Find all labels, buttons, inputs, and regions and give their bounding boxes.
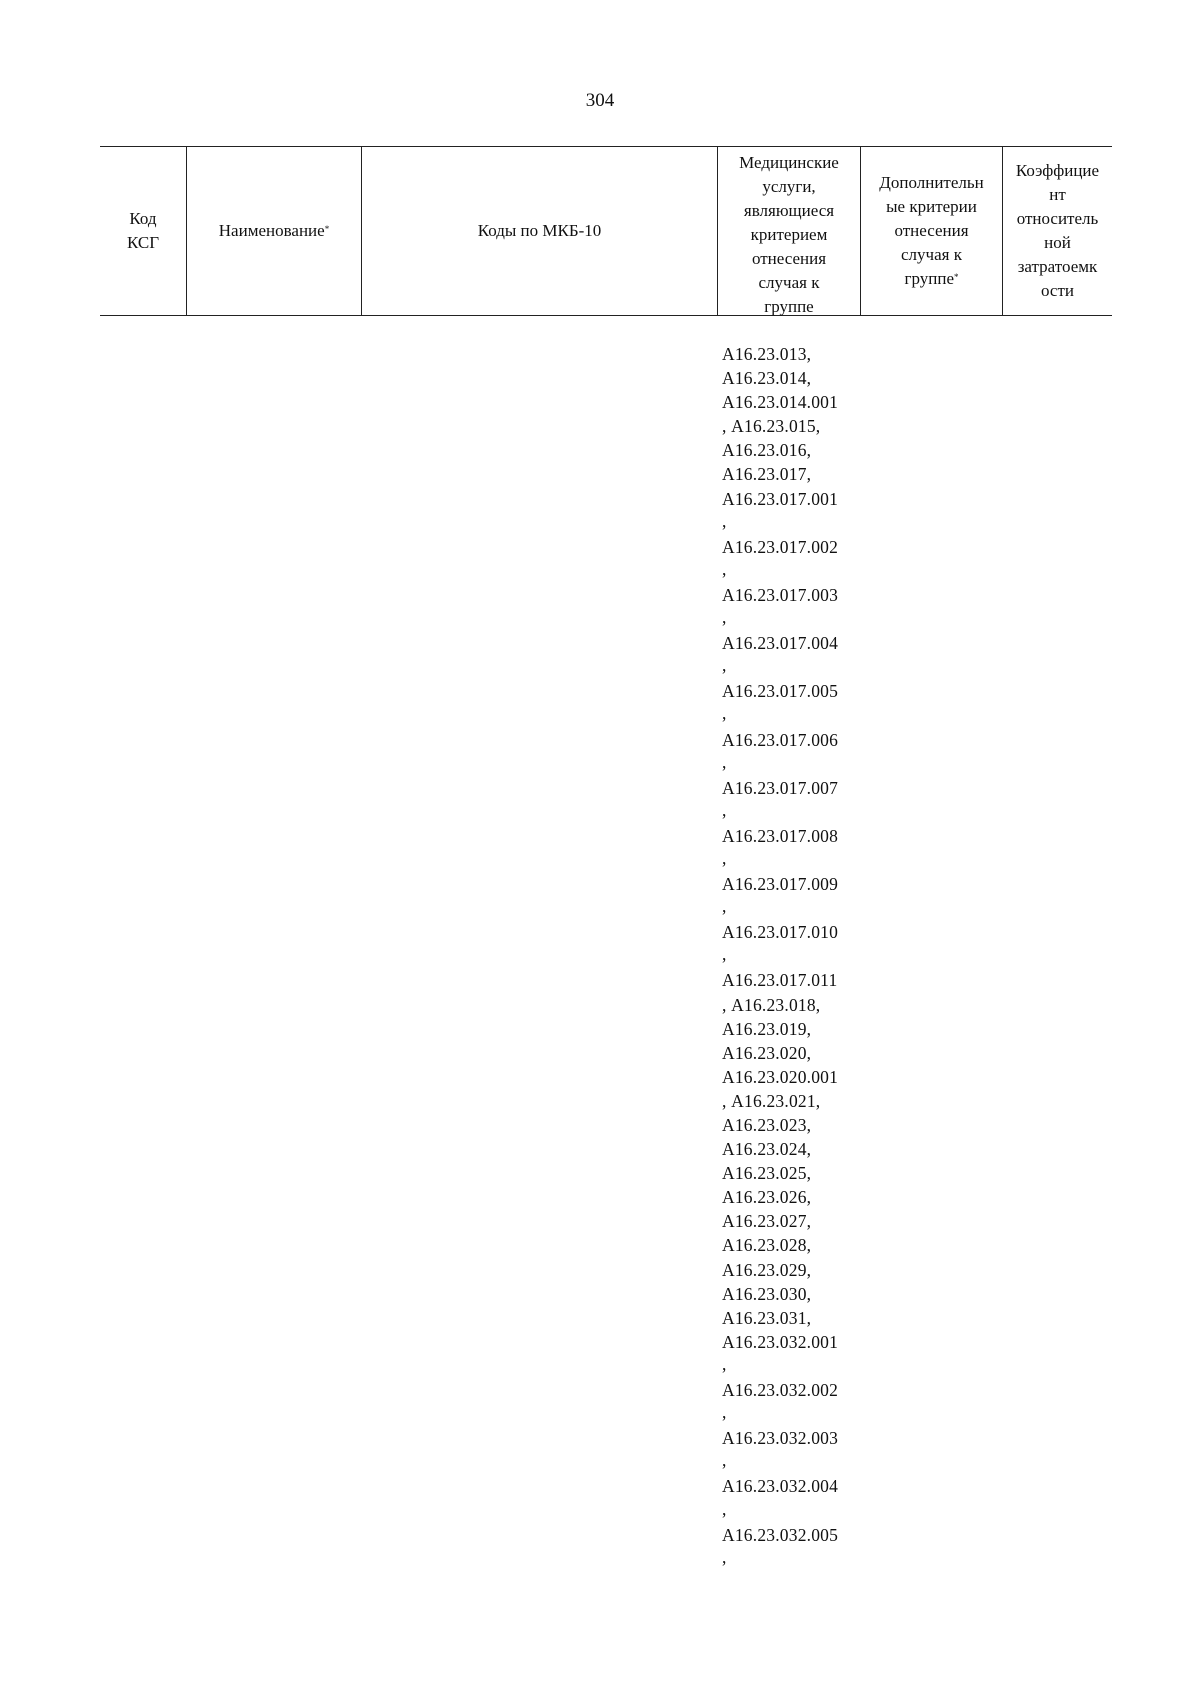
header-name-label: Наименование* [218, 221, 330, 240]
service-code-line: А16.23.026, [722, 1187, 812, 1208]
service-code-line: А16.23.032.005 [722, 1524, 839, 1545]
service-code-line: А16.23.032.002 [722, 1380, 839, 1401]
service-code-line: , [722, 1546, 727, 1567]
service-code-line: А16.23.014, [722, 368, 812, 389]
header-medical-services [717, 147, 860, 315]
service-code-line: А16.23.027, [722, 1211, 812, 1232]
service-code-line: А16.23.017.001 [722, 488, 839, 509]
service-code-line: А16.23.013, [722, 344, 812, 364]
service-code-line: А16.23.031, [722, 1307, 812, 1328]
service-code-line: А16.23.017.004 [722, 633, 839, 654]
header-cost-coefficient-label: Коэффицие нт относитель ной затратоемк ости [1015, 161, 1100, 300]
service-code-line: , [722, 655, 727, 676]
service-code-line: , [722, 751, 727, 772]
service-code-line: , А16.23.015, [722, 416, 821, 437]
service-code-line: А16.23.019, [722, 1018, 812, 1039]
service-code-line: А16.23.032.001 [722, 1331, 839, 1352]
table-header [100, 146, 1112, 316]
service-code-line: , А16.23.021, [722, 1090, 821, 1111]
service-code-line: А16.23.017.010 [722, 922, 839, 943]
service-code-line: А16.23.024, [722, 1139, 812, 1160]
service-code-line: , [722, 558, 727, 579]
service-code-line: А16.23.029, [722, 1259, 812, 1280]
service-code-line: А16.23.023, [722, 1115, 812, 1135]
service-code-line: , [722, 944, 727, 965]
footnote-mark: * [954, 272, 959, 282]
service-code-line: А16.23.014.001 [722, 392, 839, 413]
service-code-line: , [722, 847, 727, 868]
medical-services-list [722, 342, 872, 1571]
header-additional-criteria [860, 147, 1002, 315]
page-number: 304 [585, 90, 615, 111]
service-code-line: , [722, 1402, 727, 1423]
service-code-line: А16.23.017.005 [722, 681, 839, 702]
service-code-line: А16.23.017.007 [722, 777, 839, 798]
service-code-line: А16.23.017, [722, 464, 812, 485]
service-code-line: А16.23.030, [722, 1283, 812, 1304]
header-ksg-code-label: Код КСГ [126, 209, 160, 252]
service-code-line: А16.23.020.001 [722, 1066, 839, 1087]
service-code-line: , [722, 799, 727, 820]
service-code-line: А16.23.020, [722, 1042, 812, 1063]
service-code-line: , [722, 703, 727, 724]
service-code-line: , [722, 1498, 727, 1519]
service-code-line: А16.23.017.003 [722, 584, 839, 605]
service-code-line: , [722, 607, 727, 628]
service-code-line: А16.23.025, [722, 1163, 812, 1184]
service-code-line: , [722, 1450, 727, 1471]
service-code-line: А16.23.032.004 [722, 1476, 839, 1497]
service-code-line: , [722, 896, 727, 917]
service-code-line: А16.23.017.006 [722, 729, 839, 750]
header-cost-coefficient [1002, 147, 1112, 315]
service-code-line: , [722, 510, 727, 531]
service-code-line: А16.23.017.002 [722, 536, 839, 557]
service-code-line: , [722, 1353, 727, 1374]
service-code-line: А16.23.032.003 [722, 1428, 839, 1449]
service-code-line: А16.23.017.009 [722, 874, 839, 895]
footnote-mark: * [324, 224, 330, 234]
service-code-line: А16.23.016, [722, 440, 812, 461]
service-code-line: А16.23.028, [722, 1235, 812, 1256]
header-additional-criteria-label: Дополнительн ые критерии отнесения случая к группе* [879, 173, 984, 288]
service-code-line: А16.23.017.011 [722, 970, 838, 991]
service-code-line: , А16.23.018, [722, 994, 821, 1015]
header-mkb-codes-label: Коды по МКБ-10 [477, 221, 602, 240]
header-name [186, 147, 361, 315]
header-ksg-code [100, 147, 186, 315]
service-code-line: А16.23.017.008 [722, 825, 839, 846]
header-medical-services-label: Медицинские услуги, являющиеся критерием отнесения случая к группе [739, 153, 839, 316]
header-mkb-codes [361, 147, 717, 315]
